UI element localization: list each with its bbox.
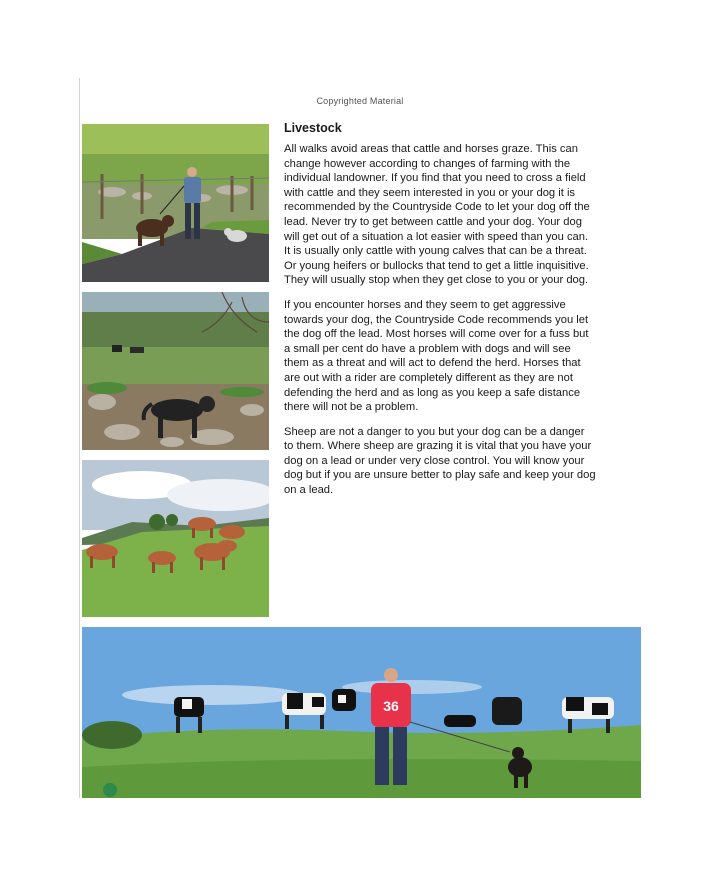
article-livestock — [284, 121, 596, 508]
shirt-number: 36 — [383, 698, 399, 714]
copyright-notice: Copyrighted Material — [316, 96, 404, 106]
article-paragraph-sheep: Sheep are not a danger to you but your dog can be a danger to them. Where sheep are grazing it is vital that you have your dog on a lead or under very close control. You will know your dog but if you are unsure better to play safe and keep your dog on a lead. — [284, 425, 596, 497]
article-paragraph-horses: If you encounter horses and they seem to get aggressive towards your dog, the Countryside Code recommends you let the dog off the lead. Most horses will come over for a fuss but a small per cent do have a problem with dogs and will see them as a threat and will act to defend the herd. Horses that are out with a rider are completely different as they are not defending the herd and as long as you keep a safe distance there will not be a problem. — [284, 298, 589, 414]
photo-man-with-dog-among-cows — [82, 627, 641, 798]
photo-brown-cattle-grazing — [82, 460, 269, 617]
photo-dog-in-field-with-horses — [82, 292, 269, 450]
photo-man-walking-dog-on-lane — [82, 124, 269, 282]
article-heading: Livestock — [284, 121, 342, 135]
article-paragraph-cattle: All walks avoid areas that cattle and horses graze. This can change however according to changes of farming with the individual landowner. If you find that you need to cross a field with cattle and they seem interested in you or your dog it is recommended by the Countryside Code to let your dog off the lead. Never try to get between cattle and your dog. Your dog will get out of a situation a lot easier with speed than you can. It is usually only cattle with young calves that can be a threat. Or young heifers or bullocks that tend to get a little inquisitive. They will usually stop when they get close to you or your dog. — [284, 143, 590, 287]
page-left-rule — [79, 78, 80, 798]
